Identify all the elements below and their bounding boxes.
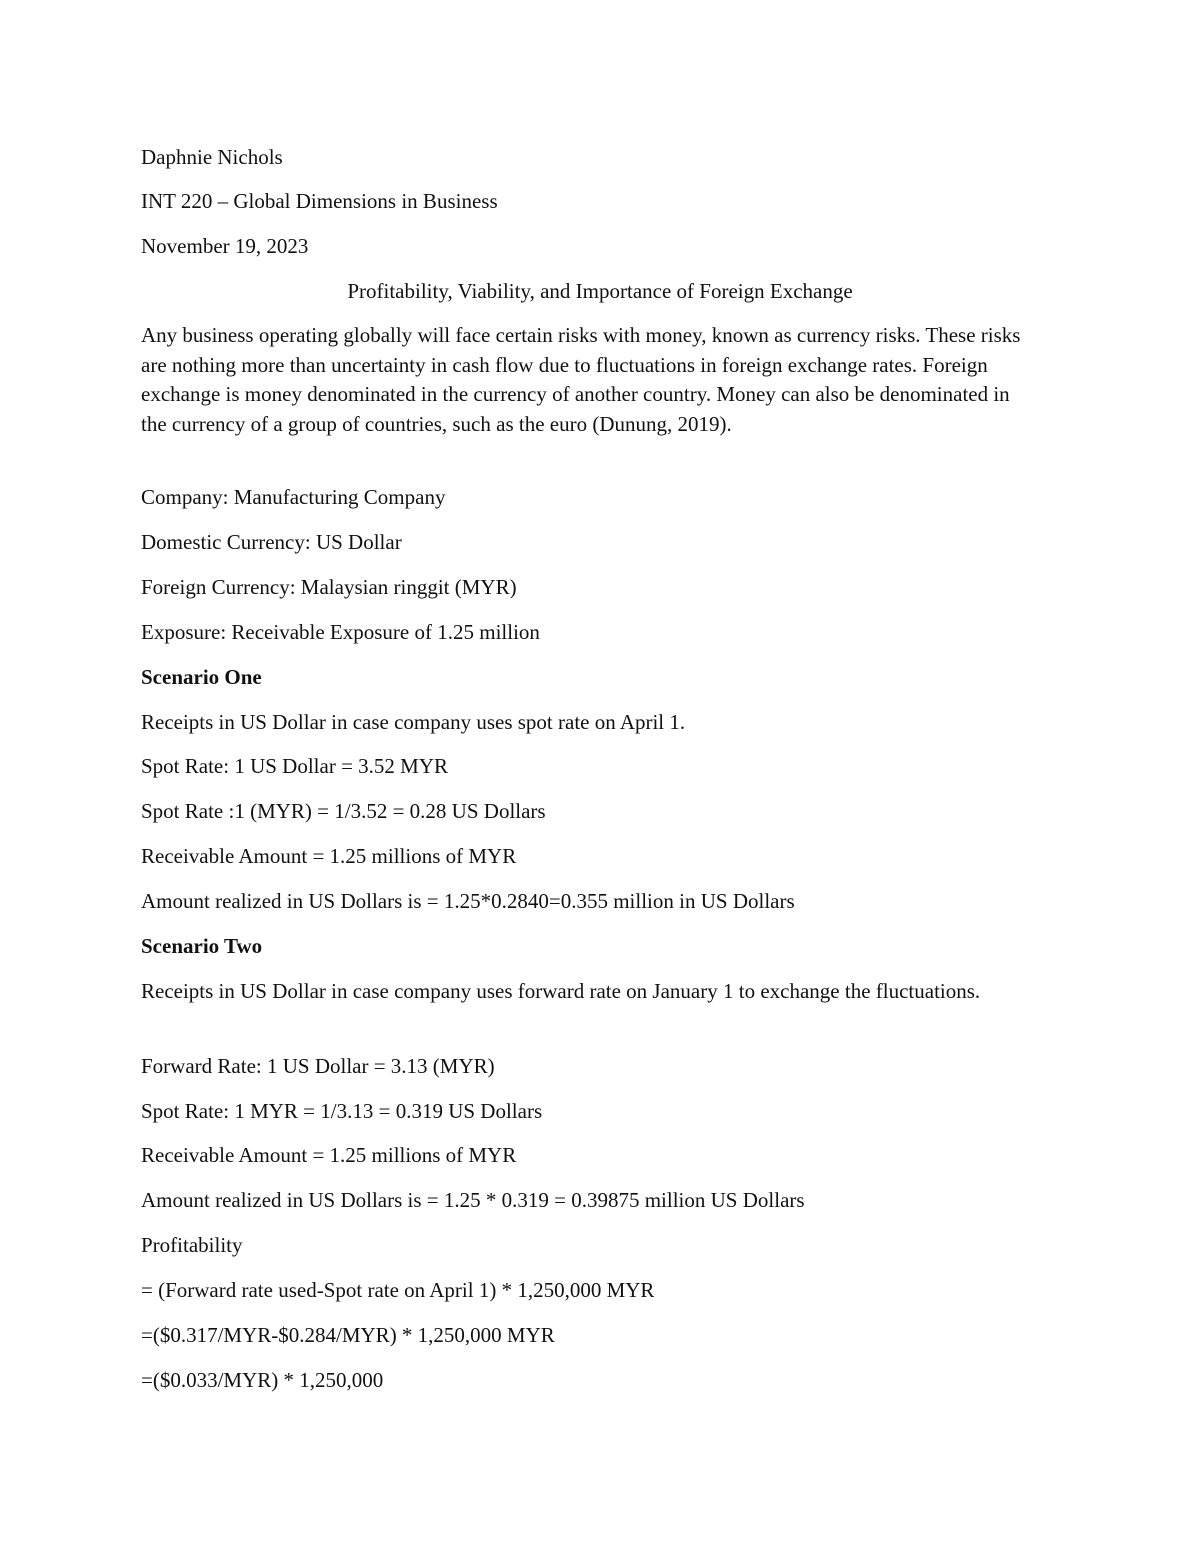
scenario-two-line: Amount realized in US Dollars is = 1.25 * 0.319 = 0.39875 million US Dollars [141, 1188, 805, 1212]
scenario-one-line: Spot Rate :1 (MYR) = 1/3.52 = 0.28 US Dollars [141, 799, 546, 823]
scenario-one-heading: Scenario One [141, 665, 262, 689]
exposure-line: Exposure: Receivable Exposure of 1.25 million [141, 620, 540, 644]
scenario-two-line: Forward Rate: 1 US Dollar = 3.13 (MYR) [141, 1054, 495, 1078]
company-line: Company: Manufacturing Company [141, 485, 446, 509]
document-date: November 19, 2023 [141, 234, 309, 258]
profitability-line: =($0.317/MYR-$0.284/MYR) * 1,250,000 MYR [141, 1323, 555, 1347]
intro-paragraph: Any business operating globally will face certain risks with money, known as currency risks. These risks are nothing more than uncertainty in cash flow due to fluctuations in foreign exchange rates. Foreign exchange is money denominated in the currency of another country. Money can also be denominated in the currency of a group of countries, such as the euro (Dunung, 2019). [141, 323, 1021, 436]
scenario-one-line: Receipts in US Dollar in case company uses spot rate on April 1. [141, 710, 686, 734]
profitability-heading: Profitability [141, 1233, 243, 1257]
domestic-currency-line: Domestic Currency: US Dollar [141, 530, 402, 554]
scenario-two-heading: Scenario Two [141, 934, 263, 958]
scenario-one-line: Spot Rate: 1 US Dollar = 3.52 MYR [141, 754, 449, 778]
profitability-line: =($0.033/MYR) * 1,250,000 [141, 1368, 384, 1392]
scenario-one-line: Amount realized in US Dollars is = 1.25*0.2840=0.355 million in US Dollars [141, 889, 795, 913]
course-name: INT 220 – Global Dimensions in Business [141, 189, 498, 213]
scenario-two-line: Spot Rate: 1 MYR = 1/3.13 = 0.319 US Dollars [141, 1099, 543, 1123]
profitability-line: = (Forward rate used-Spot rate on April 1) * 1,250,000 MYR [141, 1278, 655, 1302]
foreign-currency-line: Foreign Currency: Malaysian ringgit (MYR) [141, 575, 517, 599]
scenario-one-line: Receivable Amount = 1.25 millions of MYR [141, 844, 517, 868]
scenario-two-line: Receivable Amount = 1.25 millions of MYR [141, 1143, 517, 1167]
author-name: Daphnie Nichols [141, 145, 283, 169]
document-title: Profitability, Viability, and Importance of Foreign Exchange [347, 279, 853, 303]
scenario-two-intro: Receipts in US Dollar in case company uses forward rate on January 1 to exchange the fluctuations. [141, 979, 981, 1003]
